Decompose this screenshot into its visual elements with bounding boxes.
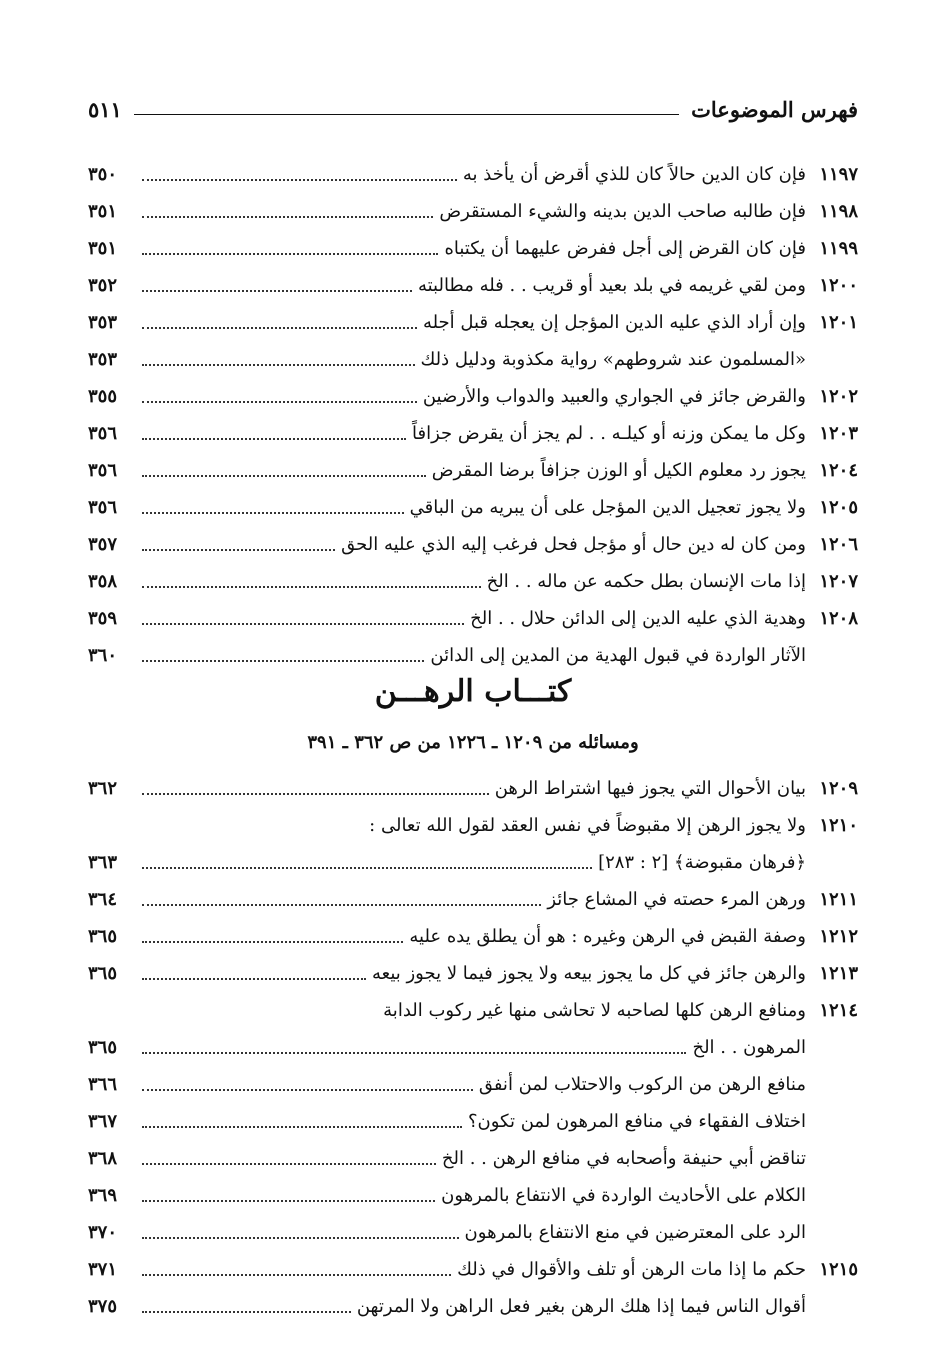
dot-leader xyxy=(142,1200,435,1202)
dot-leader xyxy=(142,179,457,181)
toc-entry xyxy=(88,1029,858,1066)
toc-entry xyxy=(88,1288,858,1325)
dot-leader xyxy=(142,1052,686,1054)
entry-page: ٣٥٢ xyxy=(88,275,118,296)
toc-entry xyxy=(88,526,858,563)
toc-entry xyxy=(88,452,858,489)
entry-page: ٣٦٤ xyxy=(88,889,118,910)
entry-number: ١٢١٢ xyxy=(819,926,858,947)
entry-number: ١٢٠٨ xyxy=(819,608,858,629)
entry-title: فإن طالبه صاحب الدين بدينه والشيء المستقرض xyxy=(439,201,806,222)
dot-leader xyxy=(142,1237,459,1239)
entry-title: وصفة القبض في الرهن وغيره : هو أن يطلق يده عليه xyxy=(409,926,806,947)
entry-number: ١٢١٣ xyxy=(819,963,858,984)
entry-number: ١٢٠٩ xyxy=(819,778,858,799)
entry-number: ١٢٠١ xyxy=(819,312,858,333)
entry-title: تناقض أبي حنيفة وأصحابه في منافع الرهن . . الخ xyxy=(441,1148,806,1169)
entry-title: ومن كان له دين حال أو مؤجل فحل فرغب إليه الذي عليه الحق xyxy=(341,534,806,555)
toc-entry xyxy=(88,918,858,955)
entry-number: ١١٩٧ xyxy=(819,164,858,185)
dot-leader xyxy=(142,216,433,218)
toc-entry xyxy=(88,267,858,304)
entry-title: الرد على المعترضين في منع الانتفاع بالمرهون xyxy=(464,1222,806,1243)
entry-title: ورهن المرء حصته في المشاع جائز xyxy=(547,889,806,910)
dot-leader xyxy=(142,401,417,403)
entry-page: ٣٦٧ xyxy=(88,1111,118,1132)
toc-entry xyxy=(88,1177,858,1214)
entry-page: ٣٥١ xyxy=(88,238,118,259)
toc-entry xyxy=(88,341,858,378)
entry-title: «المسلمون عند شروطهم» رواية مكذوبة ودليل ذلك xyxy=(420,349,806,370)
entry-page: ٣٦٥ xyxy=(88,963,118,984)
page-header xyxy=(88,92,858,126)
entry-title: والرهن جائز في كل ما يجوز بيعه ولا يجوز فيما لا يجوز بيعه xyxy=(371,963,806,984)
entry-page: ٣٥٥ xyxy=(88,386,118,407)
toc-section-loans xyxy=(88,156,858,674)
book-subtitle: ومسائله من ١٢٠٩ ـ ١٢٢٦ من ص ٣٦٢ ـ ٣٩١ xyxy=(307,732,639,753)
toc-entry xyxy=(88,1140,858,1177)
entry-page: ٣٦٦ xyxy=(88,1074,118,1095)
entry-title: أقوال الناس فيما إذا هلك الرهن بغير فعل الراهن ولا المرتهن xyxy=(356,1296,806,1317)
dot-leader xyxy=(142,438,406,440)
dot-leader xyxy=(142,253,438,255)
toc-entry xyxy=(88,1066,858,1103)
toc-entry xyxy=(88,193,858,230)
toc-entry xyxy=(88,881,858,918)
entry-number: ١٢١١ xyxy=(819,889,858,910)
entry-title: ومنافع الرهن كلها لصاحبه لا تحاشى منها غير ركوب الدابة xyxy=(383,1000,806,1021)
entry-number: ١٢٠٦ xyxy=(819,534,858,555)
toc-entry xyxy=(88,230,858,267)
entry-page: ٣٥٩ xyxy=(88,608,118,629)
toc-entry xyxy=(88,415,858,452)
entry-title: والقرض جائز في الجواري والعبيد والدواب والأرضين xyxy=(422,386,806,407)
entry-title: فإن كان القرض إلى أجل ففرض عليهما أن يكتباه xyxy=(444,238,806,259)
dot-leader xyxy=(142,941,403,943)
dot-leader xyxy=(142,978,366,980)
toc-entry xyxy=(88,563,858,600)
toc-entry xyxy=(88,1214,858,1251)
entry-page: ٣٦٣ xyxy=(88,852,118,873)
dot-leader xyxy=(142,475,426,477)
dot-leader xyxy=(142,290,412,292)
entry-title: وكل ما يمكن وزنه أو كيلـه . . لم يجز أن يقرض جزافاً xyxy=(411,423,806,444)
entry-page: ٣٥١ xyxy=(88,201,118,222)
dot-leader xyxy=(142,1089,473,1091)
entry-page: ٣٥٦ xyxy=(88,423,118,444)
entry-page: ٣٥٠ xyxy=(88,164,118,185)
dot-leader xyxy=(142,327,417,329)
header-title: فهرس الموضوعات xyxy=(691,96,858,122)
dot-leader xyxy=(142,660,424,662)
entry-page: ٣٥٣ xyxy=(88,349,118,370)
entry-page: ٣٥٦ xyxy=(88,460,118,481)
entry-number: ١٢٠٥ xyxy=(819,497,858,518)
entry-page: ٣٥٧ xyxy=(88,534,118,555)
toc-entry xyxy=(88,1251,858,1288)
dot-leader xyxy=(142,1311,351,1313)
toc-entry xyxy=(88,489,858,526)
dot-leader xyxy=(142,1163,436,1165)
entry-number: ١٢١٠ xyxy=(819,815,858,836)
toc-entry xyxy=(88,378,858,415)
dot-leader xyxy=(142,512,404,514)
entry-number: ١١٩٩ xyxy=(819,238,858,259)
entry-number: ١٢١٥ xyxy=(819,1259,858,1280)
entry-page: ٣٧١ xyxy=(88,1259,118,1280)
entry-page: ٣٦٥ xyxy=(88,1037,118,1058)
toc-entry xyxy=(88,955,858,992)
entry-page: ٣٦٥ xyxy=(88,926,118,947)
entry-page: ٣٥٦ xyxy=(88,497,118,518)
dot-leader xyxy=(142,364,415,366)
entry-page: ٣٦٢ xyxy=(88,778,118,799)
dot-leader xyxy=(142,867,592,869)
entry-number: ١٢٠٣ xyxy=(819,423,858,444)
entry-page: ٣٥٣ xyxy=(88,312,118,333)
dot-leader xyxy=(142,1126,462,1128)
entry-title: الكلام على الأحاديث الواردة في الانتفاع بالمرهون xyxy=(441,1185,806,1206)
entry-title: منافع الرهن من الركوب والاحتلاب لمن أنفق xyxy=(478,1074,806,1095)
entry-page: ٣٥٨ xyxy=(88,571,118,592)
entry-page: ٣٧٥ xyxy=(88,1296,118,1317)
entry-title: المرهون . . الخ xyxy=(692,1037,806,1058)
dot-leader xyxy=(142,793,489,795)
entry-number: ١٢٠٠ xyxy=(819,275,858,296)
entry-title: ومن لقي غريمه في بلد بعيد أو قريب . . فله مطالبته xyxy=(417,275,806,296)
entry-title: فإن كان الدين حالاً كان للذي أقرض أن يأخذ به xyxy=(462,164,806,185)
toc-entry xyxy=(88,807,858,844)
dot-leader xyxy=(142,1274,451,1276)
toc-entry xyxy=(88,992,858,1029)
entry-title: وإن أراد الذي عليه الدين المؤجل إن يعجله قبل أجله xyxy=(422,312,806,333)
toc-entry xyxy=(88,637,858,674)
toc-entry xyxy=(88,1103,858,1140)
dot-leader xyxy=(142,549,335,551)
entry-title: حكم ما إذا مات الرهن أو تلف والأقوال في ذلك xyxy=(457,1259,806,1280)
dot-leader xyxy=(142,586,481,588)
entry-number: ١٢٠٧ xyxy=(819,571,858,592)
entry-number: ١٢٠٢ xyxy=(819,386,858,407)
entry-title: وهدية الذي عليه الدين إلى الدائن حلال . . الخ xyxy=(470,608,806,629)
header-rule xyxy=(134,114,679,115)
entry-title: بيان الأحوال التي يجوز فيها اشتراط الرهن xyxy=(494,778,806,799)
entry-title: ولا يجوز الرهن إلا مقبوضاً في نفس العقد لقول الله تعالى : xyxy=(369,815,806,836)
entry-page: ٣٦٨ xyxy=(88,1148,118,1169)
toc-entry xyxy=(88,304,858,341)
toc-section-pledge xyxy=(88,770,858,1325)
dot-leader xyxy=(142,623,464,625)
entry-page: ٣٧٠ xyxy=(88,1222,118,1243)
header-page-number: ٥١١ xyxy=(88,96,122,122)
toc-entry xyxy=(88,770,858,807)
entry-number: ١١٩٨ xyxy=(819,201,858,222)
entry-title: إذا مات الإنسان بطل حكمه عن ماله . . الخ xyxy=(486,571,806,592)
entry-title: يجوز رد معلوم الكيل أو الوزن جزافاً برضا المقرض xyxy=(431,460,806,481)
entry-title: الآثار الواردة في قبول الهدية من المدين إلى الدائن xyxy=(430,645,806,666)
entry-title: ولا يجوز تعجيل الدين المؤجل على أن يبريه من الباقي xyxy=(409,497,806,518)
dot-leader xyxy=(142,904,541,906)
entry-page: ٣٦٠ xyxy=(88,645,118,666)
entry-title: اختلاف الفقهاء في منافع المرهون لمن تكون؟ xyxy=(467,1111,806,1132)
entry-number: ١٢١٤ xyxy=(819,1000,858,1021)
entry-number: ١٢٠٤ xyxy=(819,460,858,481)
toc-entry xyxy=(88,844,858,881)
entry-title: ﴿فرهان مقبوضة﴾ [٢ : ٢٨٣] xyxy=(598,852,806,873)
toc-entry xyxy=(88,156,858,193)
book-title: كتـــاب الرهـــن xyxy=(374,674,572,709)
entry-page: ٣٦٩ xyxy=(88,1185,118,1206)
toc-entry xyxy=(88,600,858,637)
